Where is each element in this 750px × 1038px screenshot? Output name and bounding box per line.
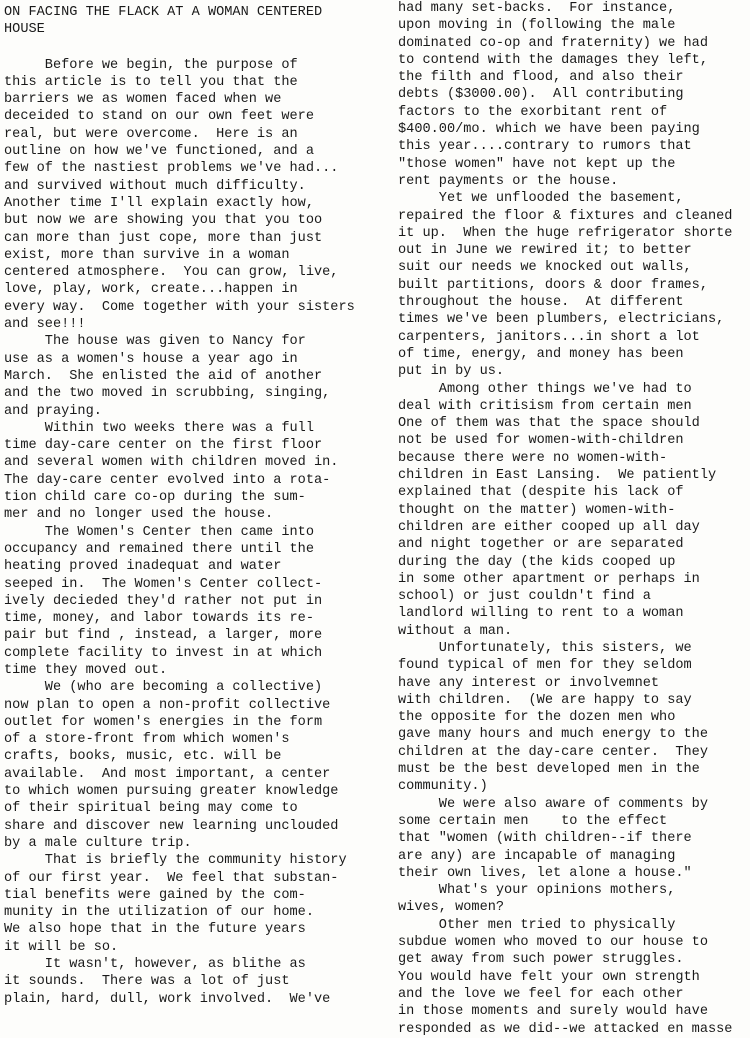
text-line: time they moved out. [4,662,168,678]
text-line: complete facility to invest in at which [4,645,323,661]
article-title [4,4,380,39]
text-line: it up. When the huge refrigerator shorte [398,225,733,241]
text-line: few of the nastiest problems we've had... [4,161,339,177]
text-line: of their spiritual being may come to [4,801,298,817]
text-line: We (who are becoming a collective) [4,680,323,696]
text-line: love, play, work, create...happen in [4,282,298,298]
text-line: seeped in. The Women's Center collect- [4,576,323,592]
paragraph [398,0,750,190]
text-line: to contend with the damages they left, [398,52,708,68]
text-line: community.) [398,779,488,795]
text-line: deal with critisism from certain men [398,398,692,414]
text-line: the filth and flood, and also their [398,70,684,86]
paragraph [4,852,380,956]
text-line: upon moving in (following the male [398,18,676,34]
text-line: this article is to tell you that the [4,74,298,90]
text-line: occupancy and remained there until the [4,541,314,557]
text-line: time day-care center on the first floor [4,438,323,454]
text-line: Among other things we've had to [398,381,692,397]
text-line: and the love we feel for each other [398,986,684,1002]
text-line: March. She enlisted the aid of another [4,368,323,384]
text-line: with children. (We are happy to say [398,692,692,708]
paragraph [398,640,750,796]
text-line: in those moments and surely would have [398,1004,708,1020]
text-line: and survived without much difficulty. [4,178,306,194]
text-line: wives, women? [398,900,505,916]
text-line: pair but find , instead, a larger, more [4,628,323,644]
text-line: found typical of men for they seldom [398,658,692,674]
text-line: that "women (with children--if there [398,831,692,847]
text-line: have any interest or involvemnet [398,675,660,691]
text-line: That is briefly the community history [4,853,347,869]
text-line: The Women's Center then came into [4,524,314,540]
text-line: use as a women's house a year ago in [4,351,298,367]
text-line: thought on the matter) women-with- [398,502,676,518]
text-line: without a man. [398,623,513,639]
text-line: not be used for women-with-children [398,433,684,449]
text-line: barriers we as women faced when we [4,92,282,108]
text-line: of our first year. We feel that substan- [4,870,339,886]
text-line: explained that (despite his lack of [398,485,684,501]
left-body [4,57,380,1008]
text-line: landlord willing to rent to a woman [398,606,684,622]
text-line: available. And most important, a center [4,766,331,782]
text-line: now plan to open a non-profit collective [4,697,331,713]
text-line: Yet we unflooded the basement, [398,191,684,207]
text-line: deceided to stand on our own feet were [4,109,314,125]
text-line: $400.00/mo. which we have been paying [398,122,700,138]
text-line: throughout the house. At different [398,295,684,311]
text-line: it sounds. There was a lot of just [4,974,290,990]
text-line: It wasn't, however, as blithe as [4,957,306,973]
text-line: times we've been plumbers, electricians, [398,312,725,328]
text-line: outline on how we've functioned, and a [4,144,314,160]
left-column [4,0,380,1008]
text-line: "those women" have not kept up the [398,156,676,172]
text-line: school) or just couldn't find a [398,589,651,605]
text-line: time, money, and labor towards its re- [4,611,314,627]
text-line: mer and no longer used the house. [4,507,274,523]
text-line: can more than just cope, more than just [4,230,323,246]
text-line: out in June we rewired it; to better [398,243,692,259]
paragraph [398,882,750,917]
text-line: crafts, books, music, etc. will be [4,749,282,765]
text-line: One of them was that the space should [398,416,700,432]
text-line: suit our needs we knocked out walls, [398,260,692,276]
paragraph [398,381,750,640]
text-line: exist, more than survive in a woman [4,247,290,263]
text-line: it will be so. [4,939,119,955]
text-line: tial benefits were gained by the com- [4,887,306,903]
text-line: had many set-backs. For instance, [398,1,676,16]
text-line: their own lives, let alone a house." [398,865,692,881]
text-line: and several women with children moved in. [4,455,339,471]
text-line: every way. Come together with your sisters [4,299,355,315]
text-line: plain, hard, dull, work involved. We've [4,991,331,1007]
title-line: ON FACING THE FLACK AT A WOMAN CENTERED [4,5,323,20]
text-line: because there were no women-with- [398,450,668,466]
text-line: during the day (the kids cooped up [398,554,676,570]
text-line: to which women pursuing greater knowledge [4,784,339,800]
text-line: of time, energy, and money has been [398,346,684,362]
paragraph [398,917,750,1038]
text-line: responded as we did--we attacked en masse [398,1021,733,1037]
paragraph [398,796,750,882]
text-line: ively decieded they'd rather not put in [4,593,323,609]
text-line: children at the day-care center. They [398,744,708,760]
text-line: debts ($3000.00). All contributing [398,87,684,103]
paragraph [4,524,380,680]
paragraph [4,679,380,852]
text-line: gave many hours and much energy to the [398,727,708,743]
text-line: share and discover new learning unclouded [4,818,339,834]
text-line: Another time I'll explain exactly how, [4,195,314,211]
text-line: rent payments or the house. [398,173,619,189]
text-line: carpenters, janitors...in short a lot [398,329,700,345]
text-line: children in East Lansing. We patiently [398,468,717,484]
text-line: and praying. [4,403,102,419]
text-line: and the two moved in scrubbing, singing, [4,386,331,402]
text-line: this year....contrary to rumors that [398,139,692,155]
text-line: and see!!! [4,317,86,333]
text-line: The day-care center evolved into a rota- [4,472,331,488]
text-line: factors to the exorbitant rent of [398,104,668,120]
text-line: subdue women who moved to our house to [398,935,708,951]
text-line: Before we begin, the purpose of [4,57,298,73]
paragraph [4,57,380,334]
text-line: heating proved inadequat and water [4,559,282,575]
text-line: centered atmosphere. You can grow, live, [4,265,339,281]
text-line: Within two weeks there was a full [4,420,314,436]
right-body [398,0,750,1038]
paragraph [4,956,380,1008]
text-line: tion child care co-op during the sum- [4,490,306,506]
title-line: HOUSE [4,22,45,38]
text-line: put in by us. [398,364,505,380]
text-line: must be the best developed men in the [398,762,700,778]
text-line: dominated co-op and fraternity) we had [398,35,708,51]
text-line: Unfortunately, this sisters, we [398,640,692,656]
text-line: in some other apartment or perhaps in [398,571,700,587]
text-line: the opposite for the dozen men who [398,710,676,726]
text-line: You would have felt your own strength [398,969,700,985]
paragraph [4,333,380,419]
text-line: outlet for women's energies in the form [4,714,323,730]
right-column [398,0,750,1038]
text-line: What's your opinions mothers, [398,883,676,899]
text-line: The house was given to Nancy for [4,334,306,350]
text-line: repaired the floor & fixtures and cleaned [398,208,733,224]
text-line: of a store-front from which women's [4,732,290,748]
text-line: Other men tried to physically [398,917,676,933]
text-line: built partitions, doors & door frames, [398,277,708,293]
text-line: We were also aware of comments by [398,796,708,812]
text-line: and night together or are separated [398,537,684,553]
text-line: real, but were overcome. Here is an [4,126,298,142]
text-line: children are either cooped up all day [398,519,700,535]
text-line: by a male culture trip. [4,835,192,851]
text-line: are any) are incapable of managing [398,848,676,864]
text-line: munity in the utilization of our home. [4,905,314,921]
text-line: some certain men to the effect [398,813,668,829]
text-line: We also hope that in the future years [4,922,306,938]
paragraph [4,420,380,524]
text-line: get away from such power struggles. [398,952,684,968]
paragraph [398,190,750,380]
text-line: but now we are showing you that you too [4,213,323,229]
